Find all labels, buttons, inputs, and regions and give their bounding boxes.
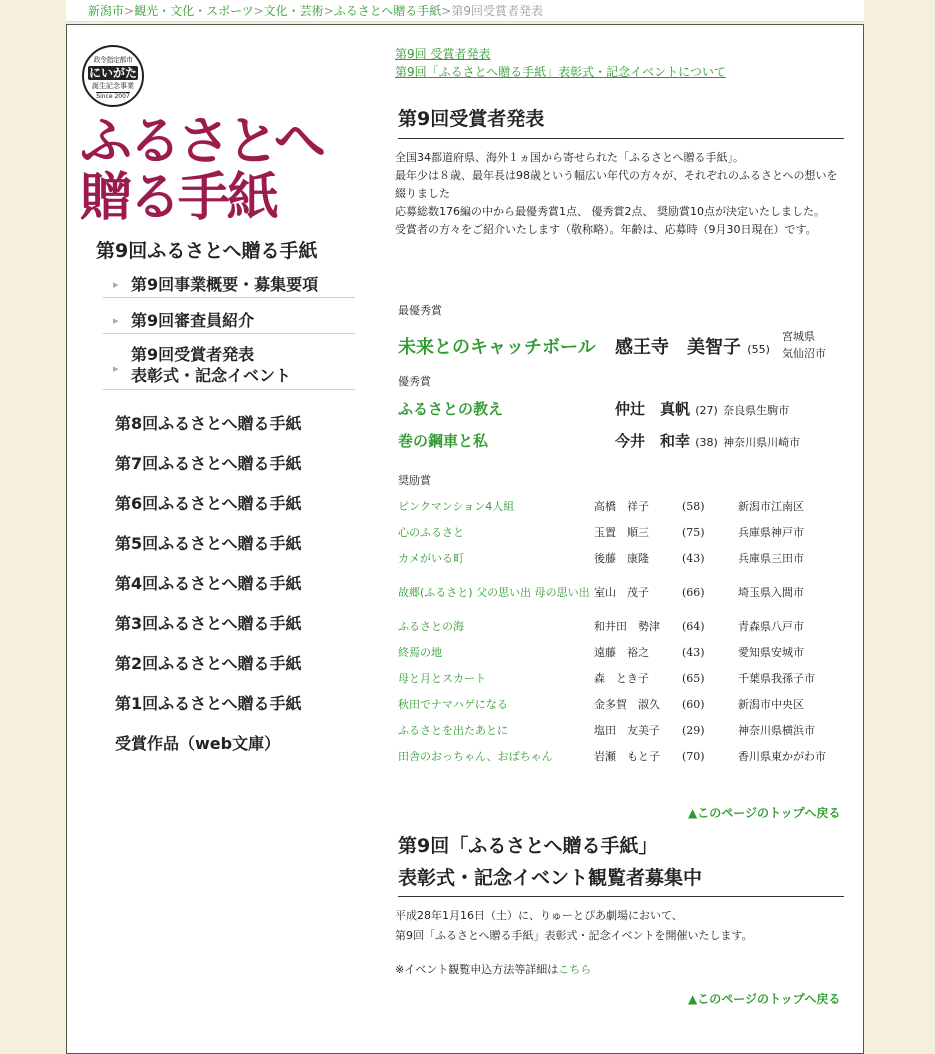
breadcrumb: [66, 0, 864, 22]
section1-title: 第9回受賞者発表: [398, 104, 844, 139]
excellence-title-1[interactable]: ふるさとの教え: [398, 400, 504, 418]
sidebar-item-label-line2: 表彰式・記念イベント: [131, 366, 292, 385]
seal-text-top: 政令指定都市: [93, 56, 133, 64]
seal-text-since: Since 2007: [96, 93, 130, 100]
winner-name: 感王寺 美智子: [615, 337, 741, 358]
grand-prize-title[interactable]: 未来とのキャッチボール: [398, 337, 596, 358]
table-row: [398, 571, 846, 613]
winner-age: (60): [682, 697, 705, 711]
winner-name: 高橋 祥子: [594, 500, 649, 513]
sidebar-item-label: 第9回審査員紹介: [131, 311, 255, 330]
sidebar-item-overview[interactable]: [103, 268, 355, 298]
winner-name: 後藤 康隆: [594, 552, 649, 565]
award-title[interactable]: 終焉の地: [398, 645, 442, 659]
sidebar-item-4th[interactable]: 第4回ふるさとへ贈る手紙: [115, 574, 302, 593]
winner-name: 室山 茂子: [594, 586, 649, 599]
sidebar-item-web-library[interactable]: 受賞作品（web文庫）: [115, 734, 281, 753]
section2-title-line1: 第9回「ふるさとへ贈る手紙」: [398, 835, 658, 857]
chevron-right-icon: ▸: [113, 362, 119, 375]
grand-prize-pref: [782, 328, 826, 362]
winner-age: (43): [682, 551, 705, 565]
breadcrumb-separator: >: [124, 4, 135, 18]
event-details-link[interactable]: こちら: [558, 963, 592, 976]
event-details-note-text: ※イベント観覧申込方法等詳細は: [395, 963, 559, 976]
breadcrumb-separator: >: [441, 4, 452, 18]
award-title[interactable]: 秋田でナマハゲになる: [398, 697, 508, 711]
winner-pref: 新潟市中央区: [738, 698, 804, 711]
city-seal-logo: [82, 45, 144, 107]
award-title[interactable]: カメがいる町: [398, 551, 464, 565]
winner-pref: 兵庫県神戸市: [738, 526, 804, 539]
award-title[interactable]: ふるさとを出たあとに: [398, 723, 508, 737]
winner-age: (58): [682, 499, 705, 513]
winner-name: 金多賀 淑久: [594, 698, 660, 711]
breadcrumb-link-arts[interactable]: 文化・芸術: [263, 4, 324, 18]
winner-name: 塩田 友美子: [594, 724, 660, 737]
sidebar-item-2nd[interactable]: 第2回ふるさとへ贈る手紙: [115, 654, 302, 673]
sidebar-item-5th[interactable]: 第5回ふるさとへ贈る手紙: [115, 534, 302, 553]
winner-age: (43): [682, 645, 705, 659]
anchor-link-event[interactable]: 第9回「ふるさとへ贈る手紙」表彰式・記念イベントについて: [395, 65, 726, 79]
sidebar-heading[interactable]: 第9回ふるさとへ贈る手紙: [96, 240, 318, 262]
winner-age: (70): [682, 749, 705, 763]
page-anchor-links: [395, 45, 726, 81]
sidebar-item-1st[interactable]: 第1回ふるさとへ贈る手紙: [115, 694, 302, 713]
sidebar-item-results[interactable]: [103, 344, 355, 390]
excellence-winner-2: [615, 430, 800, 451]
site-logo-title[interactable]: [80, 114, 340, 226]
winner-pref: 兵庫県三田市: [738, 552, 804, 565]
winner-pref: 神奈川県川崎市: [723, 436, 801, 449]
winner-age: (38): [695, 436, 718, 449]
sidebar-item-8th[interactable]: 第8回ふるさとへ贈る手紙: [115, 414, 302, 433]
winner-pref: 神奈川県横浜市: [738, 724, 815, 737]
sidebar-item-label: 第9回事業概要・募集要項: [131, 275, 319, 294]
seal-text-sub: 誕生記念事業: [92, 82, 134, 90]
winner-age: (27): [695, 404, 718, 417]
sidebar-item-6th[interactable]: 第6回ふるさとへ贈る手紙: [115, 494, 302, 513]
section2-title: [398, 830, 844, 897]
table-row: [398, 743, 846, 769]
winner-name: 仲辻 真帆: [615, 400, 691, 418]
excellence-title-2[interactable]: 巻の鋼車と私: [398, 432, 489, 450]
winner-pref: 青森県八戸市: [738, 620, 804, 633]
award-title[interactable]: ピンクマンション4人組: [398, 499, 515, 513]
breadcrumb-current: 第9回受賞者発表: [451, 4, 543, 18]
winner-name: 遠藤 裕之: [594, 646, 649, 659]
table-row: [398, 691, 846, 717]
winner-pref: 新潟市江南区: [738, 500, 804, 513]
breadcrumb-link-niigata[interactable]: 新潟市: [88, 4, 125, 18]
winner-age: (65): [682, 671, 705, 685]
chevron-right-icon: ▸: [113, 278, 119, 291]
winner-age: (64): [682, 619, 705, 633]
breadcrumb-link-tourism[interactable]: 観光・文化・スポーツ: [134, 4, 254, 18]
sidebar-item-3rd[interactable]: 第3回ふるさとへ贈る手紙: [115, 614, 302, 633]
winner-name: 岩瀬 もと子: [594, 750, 660, 763]
excellence-winner-1: [615, 398, 789, 419]
breadcrumb-link-letters[interactable]: ふるさとへ贈る手紙: [333, 4, 442, 18]
winner-pref: 香川県東かがわ市: [738, 750, 826, 763]
winner-pref: 奈良県生駒市: [723, 404, 790, 417]
table-row: [398, 493, 846, 519]
winner-pref: 愛知県安城市: [738, 646, 804, 659]
sidebar-item-7th[interactable]: 第7回ふるさとへ贈る手紙: [115, 454, 302, 473]
event-details-note: [395, 961, 847, 979]
winner-pref: 千葉県我孫子市: [738, 672, 815, 685]
winner-name: 和井田 勢津: [594, 620, 660, 633]
grand-prize-winner: [615, 333, 770, 359]
award-title[interactable]: 母と月とスカート: [398, 671, 486, 685]
section2-paragraph: [395, 906, 847, 946]
encouragement-table-body: [398, 493, 846, 769]
award-title[interactable]: 心のふるさと: [398, 525, 464, 539]
winner-name: 今井 和幸: [615, 432, 691, 450]
table-row: [398, 519, 846, 545]
intro-line: 全国34都道府県、海外１ヵ国から寄せられた「ふるさとへ贈る手紙」。: [395, 151, 745, 164]
logo-title-line1: ふるさとへ: [80, 112, 323, 172]
section2-line1: 平成28年1月16日（土）に、りゅーとぴあ劇場において、: [395, 909, 683, 922]
winner-age: (75): [682, 525, 705, 539]
award-title[interactable]: 故郷(ふるさと) 父の思い出 母の思い出: [398, 585, 590, 599]
back-to-top-link-1[interactable]: ▲このページのトップへ戻る: [688, 806, 841, 820]
grand-prize-label: 最優秀賞: [398, 304, 442, 317]
anchor-link-results[interactable]: 第9回 受賞者発表: [395, 47, 491, 61]
encouragement-table: [398, 493, 846, 769]
sidebar-item-judges[interactable]: [103, 304, 355, 334]
breadcrumb-separator: >: [323, 4, 334, 18]
seal-text-main: にいがた: [88, 66, 137, 80]
table-row: [398, 545, 846, 571]
table-row: [398, 639, 846, 665]
logo-title-line2: 贈る手紙: [80, 168, 277, 228]
award-title[interactable]: ふるさとの海: [398, 619, 464, 633]
intro-line: 受賞者の方々をご紹介いたします（敬称略）。年齢は、応募時（9月30日現在）です。: [395, 223, 817, 236]
encouragement-label: 奨励賞: [398, 474, 431, 487]
section1-intro: [395, 149, 847, 239]
award-title[interactable]: 田舎のおっちゃん、おばちゃん: [398, 749, 553, 763]
winner-age: (55): [747, 343, 770, 356]
winner-age: (66): [682, 585, 705, 599]
chevron-right-icon: ▸: [113, 314, 119, 327]
intro-line: 応募総数176編の中から最優秀賞1点、 優秀賞2点、 奨励賞10点が決定いたしました。: [395, 205, 825, 218]
sidebar-item-label-line1: 第9回受賞者発表: [131, 345, 255, 364]
table-row: [398, 665, 846, 691]
excellence-label: 優秀賞: [398, 375, 431, 388]
winner-pref: 埼玉県入間市: [738, 586, 804, 599]
winner-age: (29): [682, 723, 705, 737]
winner-name: 森 とき子: [594, 672, 649, 685]
section2-line2: 第9回「ふるさとへ贈る手紙」表彰式・記念イベントを開催いたします。: [395, 929, 753, 942]
section2-title-line2: 表彰式・記念イベント観覧者募集中: [398, 867, 703, 889]
pref-line2: 気仙沼市: [782, 347, 826, 360]
table-row: [398, 717, 846, 743]
back-to-top-link-2[interactable]: ▲このページのトップへ戻る: [688, 992, 841, 1006]
intro-line: 最年少は８歳、最年長は98歳という幅広い年代の方々が、それぞれのふるさとへの想いを綴りました: [395, 169, 838, 200]
table-row: [398, 613, 846, 639]
winner-name: 玉置 順三: [594, 526, 649, 539]
pref-line1: 宮城県: [782, 330, 815, 343]
breadcrumb-separator: >: [253, 4, 264, 18]
